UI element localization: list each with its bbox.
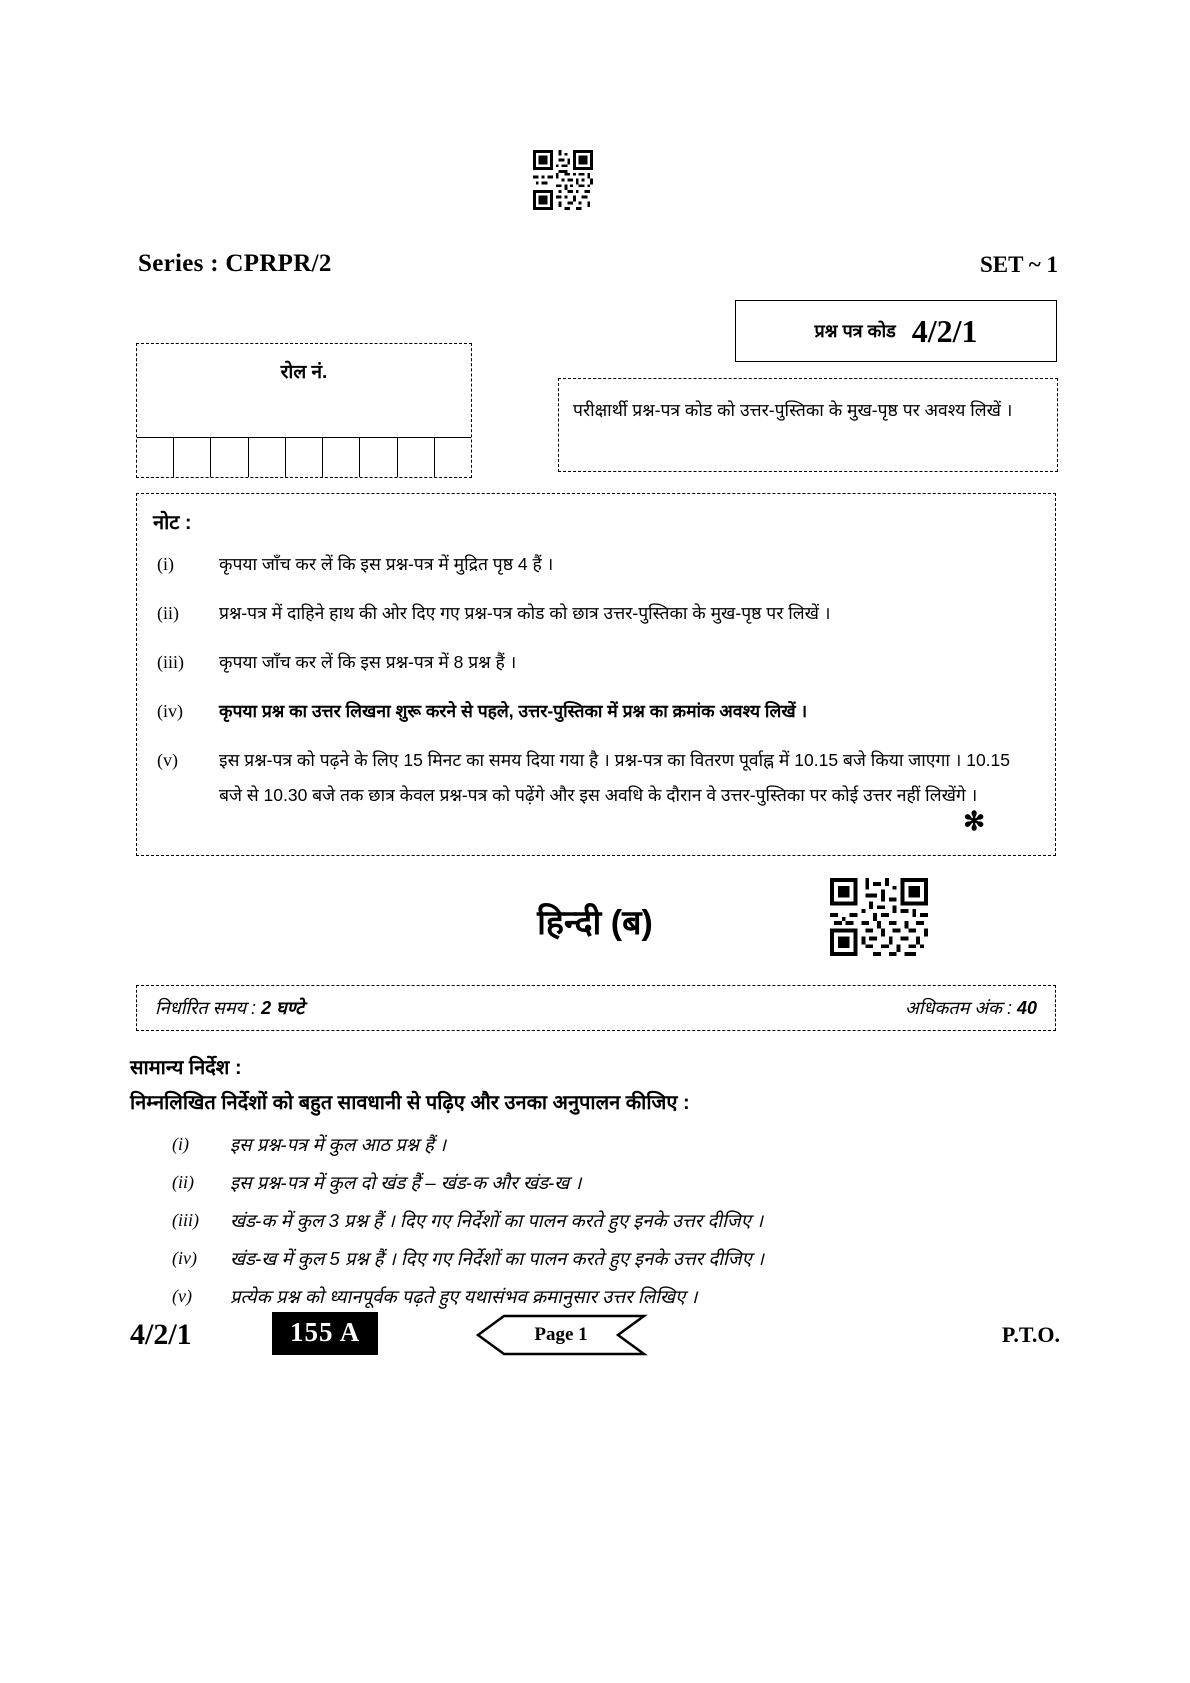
general-instruction-number: (iii) (172, 1209, 199, 1230)
general-instruction-item (172, 1164, 1072, 1202)
general-instructions-list (172, 1126, 1072, 1316)
note-item (153, 547, 1037, 582)
general-instruction-text: इस प्रश्न-पत्र में कुल दो खंड हैं – खंड-क और खंड-ख । (230, 1171, 582, 1193)
subject-title: हिन्दी (ब) (537, 904, 653, 942)
note-item (153, 645, 1037, 680)
allotted-time-value: 2 घण्टे (261, 998, 305, 1018)
question-paper-code-value: 4/2/1 (911, 312, 978, 349)
general-instruction-number: (iv) (172, 1247, 197, 1268)
roll-number-cells[interactable] (137, 437, 471, 477)
footer-paper-code: 4/2/1 (130, 1318, 192, 1351)
maximum-marks-value: 40 (1016, 998, 1037, 1018)
note-item (153, 694, 1037, 729)
note-item-number: (iv) (157, 701, 183, 722)
note-item-number: (iii) (157, 652, 184, 673)
note-item-text: कृपया जाँच कर लें कि इस प्रश्न-पत्र में मुद्रित पृष्ठ 4 हैं । (219, 554, 554, 574)
note-item-text: इस प्रश्न-पत्र को पढ़ने के लिए 15 मिनट का समय दिया गया है । प्रश्न-पत्र का वितरण पूर्वाह्न में 10.15 बजे किया जाएगा । 10.15 बजे से 10.30 बजे तक छात्र केवल प्रश्न-पत्र को पढ़ेंगे और इस अवधि के दौरान वे उत्तर-पुस्तिका पर कोई उत्तर नहीं लिखेंगे । (219, 750, 1011, 805)
series-label: Series : CPRPR/2 (138, 250, 332, 277)
general-instruction-text: प्रत्येक प्रश्न को ध्यानपूर्वक पढ़ते हुए यथासंभव क्रमानुसार उत्तर लिखिए । (230, 1285, 698, 1307)
note-item-text: प्रश्न-पत्र में दाहिने हाथ की ओर दिए गए प्रश्न-पत्र कोड को छात्र उत्तर-पुस्तिका के मुख-पृष्ठ पर लिखें । (219, 603, 831, 624)
note-box (136, 493, 1056, 856)
allotted-time-label: निर्धारित समय : (155, 998, 257, 1018)
note-item-text: कृपया प्रश्न का उत्तर लिखना शुरू करने से पहले, उत्तर-पुस्तिका में प्रश्न का क्रमांक अवश्य लिखें । (219, 701, 808, 722)
general-instruction-item (172, 1278, 1072, 1316)
general-instruction-text: इस प्रश्न-पत्र में कुल आठ प्रश्न हैं । (230, 1134, 446, 1155)
maximum-marks (905, 996, 1037, 1020)
question-paper-code-note: परीक्षार्थी प्रश्न-पत्र कोड को उत्तर-पुस्तिका के मुख-पृष्ठ पर अवश्य लिखें । (558, 378, 1058, 472)
roll-number-label: रोल नं. (280, 362, 328, 383)
footer-pto: P.T.O. (1001, 1322, 1060, 1347)
general-instruction-text: खंड-क में कुल 3 प्रश्न हैं । दिए गए निर्देशों का पालन करते हुए इनके उत्तर दीजिए । (230, 1209, 763, 1231)
roll-cell[interactable] (359, 437, 396, 477)
general-instruction-number: (v) (172, 1285, 192, 1306)
question-paper-code-label: प्रश्न पत्र कोड (814, 321, 896, 341)
roll-cell[interactable] (210, 437, 247, 477)
note-title: नोट : (153, 512, 192, 534)
roll-cell[interactable] (137, 437, 173, 477)
note-item-number: (i) (157, 554, 174, 574)
note-item-text: कृपया जाँच कर लें कि इस प्रश्न-पत्र में 8 प्रश्न हैं । (219, 652, 517, 673)
question-paper-code-box (735, 300, 1057, 362)
set-number: SET ~ 1 (979, 252, 1058, 277)
general-instructions-title: सामान्य निर्देश : (130, 1057, 242, 1079)
footer-set-badge: 155 A (272, 1312, 378, 1355)
note-item (153, 596, 1037, 631)
footer-page-label: Page 1 (534, 1324, 588, 1345)
general-instruction-number: (i) (172, 1134, 189, 1154)
general-instruction-text: खंड-ख में कुल 5 प्रश्न हैं । दिए गए निर्देशों का पालन करते हुए इनके उत्तर दीजिए । (230, 1247, 764, 1269)
general-instruction-number: (ii) (172, 1171, 194, 1192)
roll-cell[interactable] (248, 437, 285, 477)
general-instruction-item (172, 1202, 1072, 1240)
roll-cell[interactable] (322, 437, 359, 477)
time-marks-box (136, 985, 1056, 1031)
general-instructions-subtitle: निम्नलिखित निर्देशों को बहुत सावधानी से पढ़िए और उनका अनुपालन कीजिए : (130, 1092, 690, 1114)
note-item-number: (v) (157, 750, 178, 771)
footer-page-marker (474, 1314, 648, 1356)
maximum-marks-label: अधिकतम अंक : (905, 998, 1012, 1018)
roll-cell[interactable] (285, 437, 322, 477)
general-instruction-item (172, 1240, 1072, 1278)
qr-code-bottom (830, 878, 928, 956)
note-item-number: (ii) (157, 603, 179, 624)
asterisk-mark: ✻ (963, 807, 985, 836)
roll-cell[interactable] (397, 437, 434, 477)
roll-number-box (136, 343, 472, 478)
general-instruction-item (172, 1126, 1072, 1164)
roll-cell[interactable] (434, 437, 471, 477)
allotted-time (155, 996, 304, 1020)
note-item (153, 743, 1037, 811)
qr-code-top (533, 150, 593, 210)
roll-cell[interactable] (173, 437, 210, 477)
